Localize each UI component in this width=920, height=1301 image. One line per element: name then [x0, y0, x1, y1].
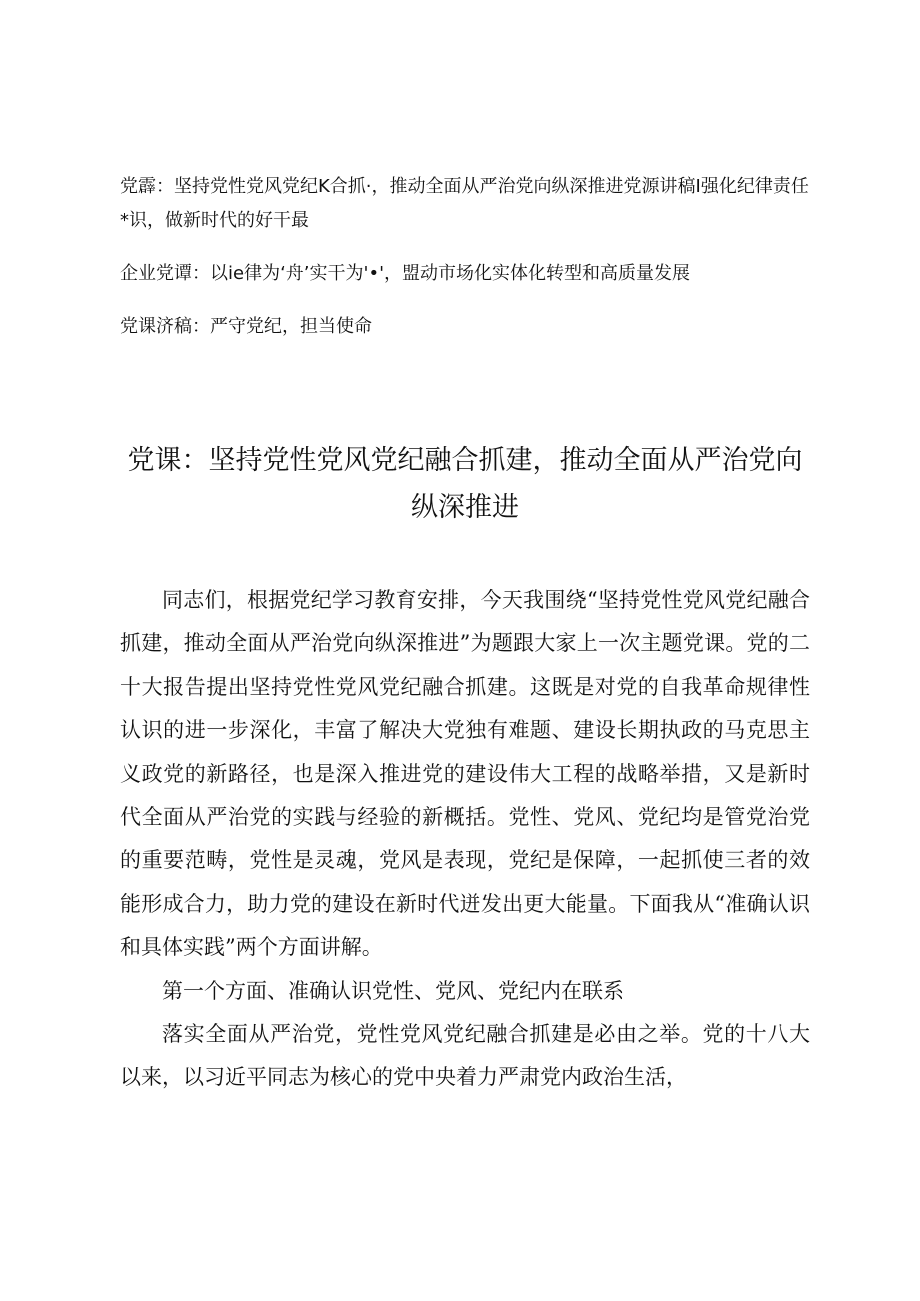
body-paragraph-2: 落实全面从严治党，党性党风党纪融合抓建是必由之举。党的十八大以来，以习近平同志为核心的党中央着力严肃党内政治生活， — [120, 1022, 810, 1090]
related-article-3: 党课济稿：严守党纪，担当使命 — [120, 316, 372, 337]
related-article-2: 企业党谭：以ie律为‘舟’实干为'•'，盟动市场化实体化转型和高质量发展 — [120, 263, 691, 284]
related-articles-list — [120, 170, 810, 363]
document-body — [120, 579, 810, 1100]
related-article-1: 党霹：坚持党性党风党纪K合抓·，推动全面从严治党向纵深推进党源讲稿I强化纪律责任*识，做新时代的好干最 — [120, 176, 809, 231]
document-title: 党课：坚持党性党风党纪融合抓建，推动全面从严治党向纵深推进 — [127, 445, 803, 523]
body-paragraph-intro: 同志们，根据党纪学习教育安排，今天我围绕“坚持党性党风党纪融合抓建，推动全面从严治党向纵深推进”为题跟大家上一次主题党课。党的二十大报告提出坚持党性党风党纪融合抓建。这既是对党的自我革命规律性认识的进一步深化，丰富了解决大党独有难题、建设长期执政的马克思主义政党的新路径，也是深入推进党的建设伟大工程的战略举措，又是新时代全面从严治党的实践与经验的新概括。党性、党风、党纪均是管党治党的重要范畴，党性是灵魂，党风是表现，党纪是保障，一起抓使三者的效能形成合力，助力党的建设在新时代迸发出更大能量。下面我从“准确认识和具体实践”两个方面讲解。 — [120, 588, 810, 960]
section-heading-1: 第一个方面、准确认识党性、党风、党纪内在联系 — [162, 978, 624, 1003]
